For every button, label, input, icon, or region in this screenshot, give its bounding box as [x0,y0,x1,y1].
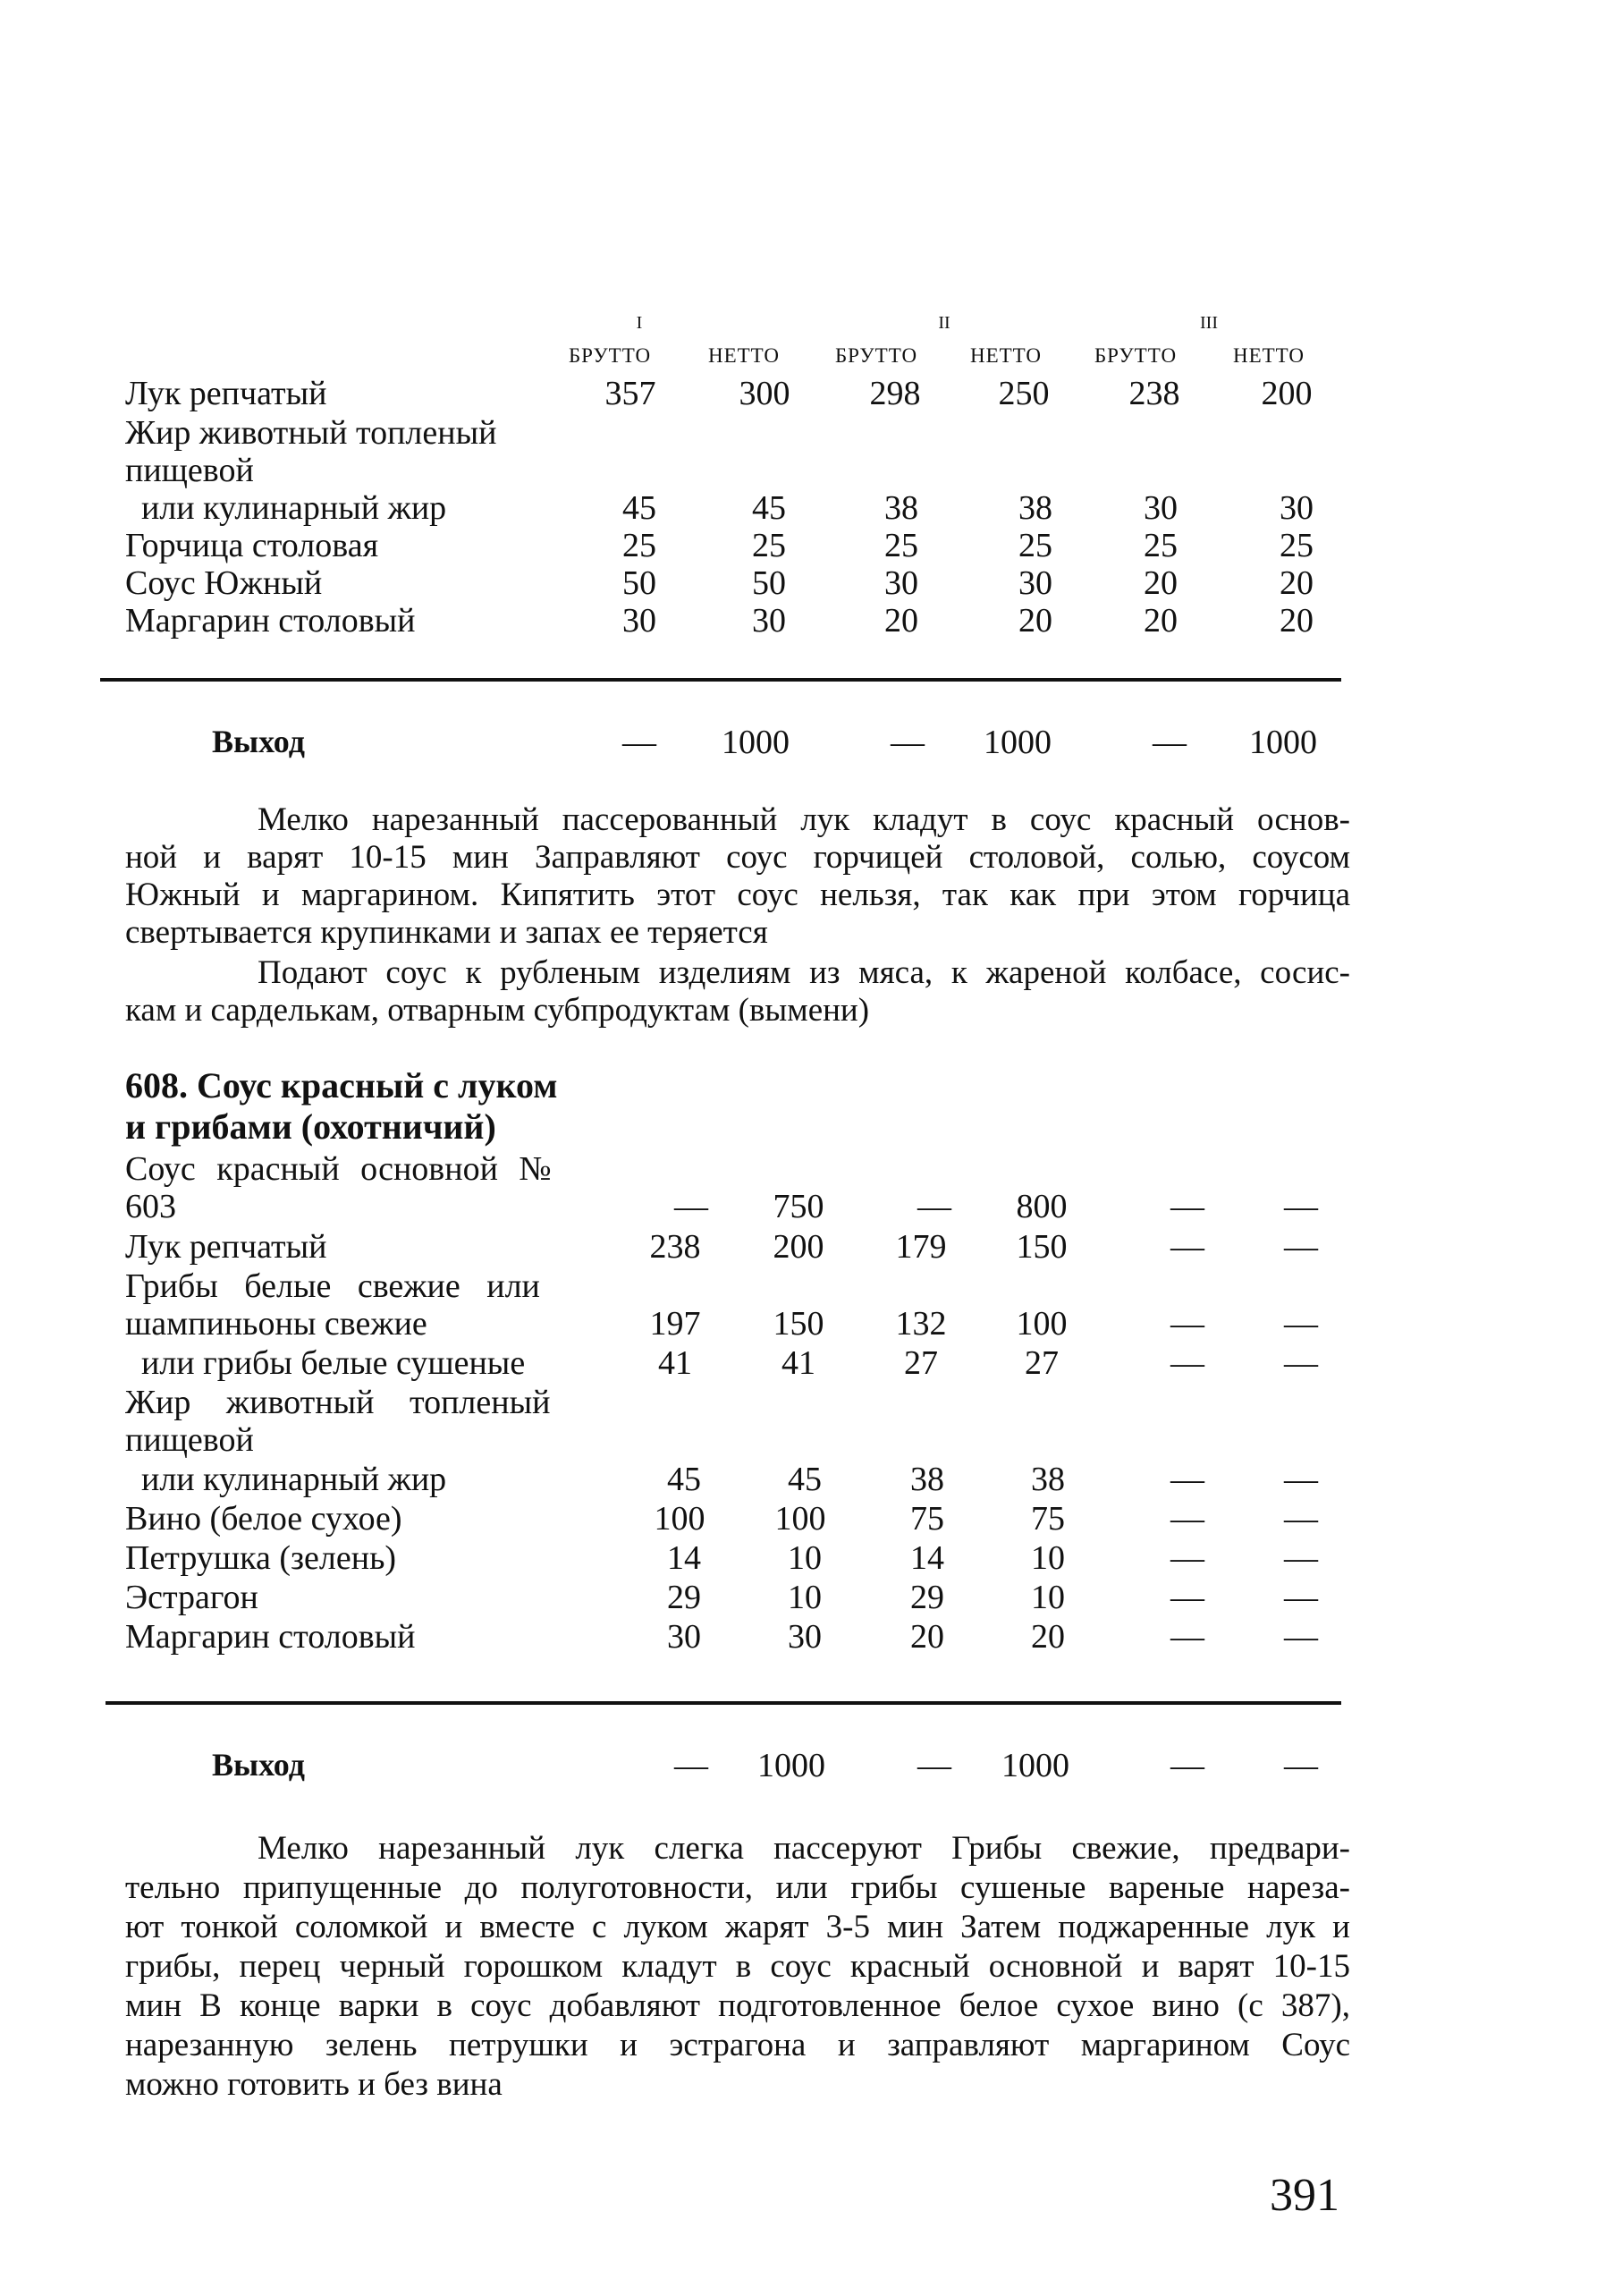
t2-cell: 20 [910,1618,944,1656]
t1-output-cell: — [1153,724,1187,761]
t1-cell: 238 [1128,375,1180,412]
t2-output-cell: 1000 [1001,1747,1069,1784]
t2-output-cell: — [674,1747,708,1784]
t2-row-label: пищевой [125,1421,254,1459]
t2-cell: 750 [773,1188,824,1225]
t1-cell: 25 [884,527,918,564]
t1-cell: 50 [622,564,656,602]
t2-cell: 197 [649,1305,701,1343]
table-divider [100,678,1341,682]
t1-cell: 25 [1144,527,1178,564]
t2-cell: 10 [788,1539,822,1577]
t2-cell: — [1170,1305,1204,1343]
t2-cell: 238 [649,1228,701,1266]
paragraph-line: можно готовить и без вина [125,2066,503,2103]
t2-cell: — [1284,1344,1318,1382]
t2-cell: 45 [788,1461,822,1498]
t2-cell: 38 [1031,1461,1065,1498]
t1-output-cell: 1000 [722,724,790,761]
t2-cell: 14 [667,1539,701,1577]
t2-row-label: Грибы белые свежие или [125,1267,540,1305]
group-header-3: III [1200,313,1218,333]
t2-cell: — [1170,1228,1204,1266]
t2-cell: — [1284,1579,1318,1616]
t2-row-label: шампиньоны свежие [125,1305,427,1343]
t1-cell: 20 [1144,602,1178,640]
t2-cell: 27 [904,1344,938,1382]
t2-output-label: Выход [212,1747,305,1783]
t2-row-label: Петрушка (зелень) [125,1539,397,1577]
col-header-2: НЕТТО [707,344,781,367]
t2-row-label: Лук репчатый [125,1228,327,1266]
t2-cell: 200 [773,1228,824,1266]
t1-row-label: пищевой [125,452,254,489]
paragraph-line: Мелко нарезанный пассерованный лук кладут в соус красный основ- [258,801,1350,838]
t2-row-label: 603 [125,1188,176,1225]
t2-row-label: Соус красный основной № [125,1150,552,1188]
t1-cell: 200 [1261,375,1313,412]
paragraph-line: Мелко нарезанный лук слегка пассеруют Грибы свежие, предвари- [258,1830,1350,1867]
t2-cell: — [917,1188,951,1225]
t2-cell: — [1284,1500,1318,1538]
t2-cell: — [1284,1539,1318,1577]
t1-cell: 20 [1280,564,1314,602]
group-header-2: II [938,313,950,333]
t1-cell: 25 [752,527,786,564]
t2-cell: 132 [895,1305,947,1343]
t2-cell: — [1170,1344,1204,1382]
paragraph-line: нарезанную зелень петрушки и эстрагона и заправляют маргарином Соус [125,2027,1350,2063]
t2-cell: 30 [788,1618,822,1656]
t2-cell: 179 [895,1228,947,1266]
t2-cell: — [1170,1461,1204,1498]
t2-cell: 800 [1016,1188,1068,1225]
t1-cell: 298 [869,375,921,412]
paragraph-line: тельно припущенные до полуготовности, или грибы сушеные вареные нареза- [125,1869,1350,1906]
t2-cell: 100 [654,1500,705,1538]
t2-cell: — [1170,1579,1204,1616]
t2-cell: — [1170,1539,1204,1577]
t1-cell: 25 [1018,527,1052,564]
t2-cell: 27 [1025,1344,1059,1382]
paragraph-line: кам и сарделькам, отварным субпродуктам (вымени) [125,992,870,1029]
t1-row-label: Жир животный топленый [125,414,497,452]
t1-output-cell: — [622,724,656,761]
t1-cell: 20 [1144,564,1178,602]
t1-cell: 38 [884,489,918,527]
col-header-4: НЕТТО [969,344,1043,367]
t2-cell: 41 [781,1344,815,1382]
t2-cell: — [1284,1188,1318,1225]
t1-cell: 38 [1018,489,1052,527]
t1-cell: 20 [1280,602,1314,640]
paragraph-line: ют тонкой соломкой и вместе с луком жарят 3-5 мин Затем поджаренные лук и [125,1909,1350,1945]
recipe-title-line: и грибами (охотничий) [125,1106,496,1147]
t1-cell: 25 [622,527,656,564]
col-header-1: БРУТТО [568,344,652,367]
paragraph-line: грибы, перец черный горошком кладут в соус красный основной и варят 10-15 [125,1948,1350,1985]
t2-output-cell: — [1284,1747,1318,1784]
t2-row-label: Вино (белое сухое) [125,1500,402,1538]
t2-cell: — [1170,1500,1204,1538]
t2-cell: 100 [774,1500,826,1538]
t2-cell: 38 [910,1461,944,1498]
t1-cell: 357 [604,375,656,412]
t2-cell: — [1170,1618,1204,1656]
t1-output-cell: 1000 [1249,724,1317,761]
t2-cell: — [1284,1618,1318,1656]
t2-cell: 29 [910,1579,944,1616]
t2-row-label: Эстрагон [125,1579,258,1616]
t2-output-cell: — [917,1747,951,1784]
paragraph-line: свертывается крупинками и запах ее теряется [125,914,768,951]
t1-cell: 250 [998,375,1050,412]
t1-cell: 45 [622,489,656,527]
t1-row-label: Горчица столовая [125,527,379,564]
t2-cell: 75 [1031,1500,1065,1538]
t1-cell: 20 [884,602,918,640]
paragraph-line: Южный и маргарином. Кипятить этот соус нельзя, так как при этом горчица [125,877,1350,913]
t1-cell: 30 [1144,489,1178,527]
paragraph-line: ной и варят 10-15 мин Заправляют соус горчицей столовой, солью, соусом [125,839,1350,876]
recipe-title-line: 608. Соус красный с луком [125,1065,558,1106]
t2-cell: 10 [1031,1539,1065,1577]
t1-cell: 25 [1280,527,1314,564]
t2-row-label: Маргарин столовый [125,1618,416,1656]
t1-output-label: Выход [212,724,305,759]
t2-cell: 30 [667,1618,701,1656]
t2-cell: 75 [910,1500,944,1538]
t2-cell: 20 [1031,1618,1065,1656]
col-header-5: БРУТТО [1094,344,1178,367]
t1-cell: 30 [622,602,656,640]
t2-cell: 41 [658,1344,692,1382]
page-number: 391 [1270,2170,1339,2221]
t2-row-label: или грибы белые сушеные [141,1344,526,1382]
t1-cell: 20 [1018,602,1052,640]
t1-cell: 30 [752,602,786,640]
t1-cell: 300 [739,375,790,412]
col-header-6: НЕТТО [1232,344,1305,367]
t1-cell: 30 [1018,564,1052,602]
paragraph-line: мин В конце варки в соус добавляют подготовленное белое сухое вино (с 387), [125,1987,1350,2024]
t1-output-cell: 1000 [984,724,1052,761]
t2-cell: 14 [910,1539,944,1577]
t1-cell: 30 [884,564,918,602]
t2-output-cell: 1000 [757,1747,825,1784]
t2-cell: — [1284,1228,1318,1266]
t1-cell: 50 [752,564,786,602]
t2-row-label: Жир животный топленый [125,1384,551,1421]
table-divider [106,1701,1341,1705]
t1-row-label: Соус Южный [125,564,323,602]
t1-row-label: или кулинарный жир [141,489,447,527]
t2-row-label: или кулинарный жир [141,1461,447,1498]
t2-cell: 100 [1016,1305,1068,1343]
t2-cell: 10 [788,1579,822,1616]
t1-output-cell: — [891,724,925,761]
col-header-3: БРУТТО [834,344,918,367]
t1-cell: 30 [1280,489,1314,527]
t2-cell: 10 [1031,1579,1065,1616]
t2-cell: — [674,1188,708,1225]
t1-cell: 45 [752,489,786,527]
t2-cell: 29 [667,1579,701,1616]
t2-cell: — [1284,1305,1318,1343]
t2-cell: — [1284,1461,1318,1498]
t2-cell: 150 [773,1305,824,1343]
t2-cell: 45 [667,1461,701,1498]
paragraph-line: Подают соус к рубленым изделиям из мяса, к жареной колбасе, сосис- [258,954,1350,991]
t2-output-cell: — [1170,1747,1204,1784]
t2-cell: 150 [1016,1228,1068,1266]
group-header-1: I [636,313,643,333]
t1-row-label: Лук репчатый [125,375,327,412]
t2-cell: — [1170,1188,1204,1225]
t1-row-label: Маргарин столовый [125,602,416,640]
